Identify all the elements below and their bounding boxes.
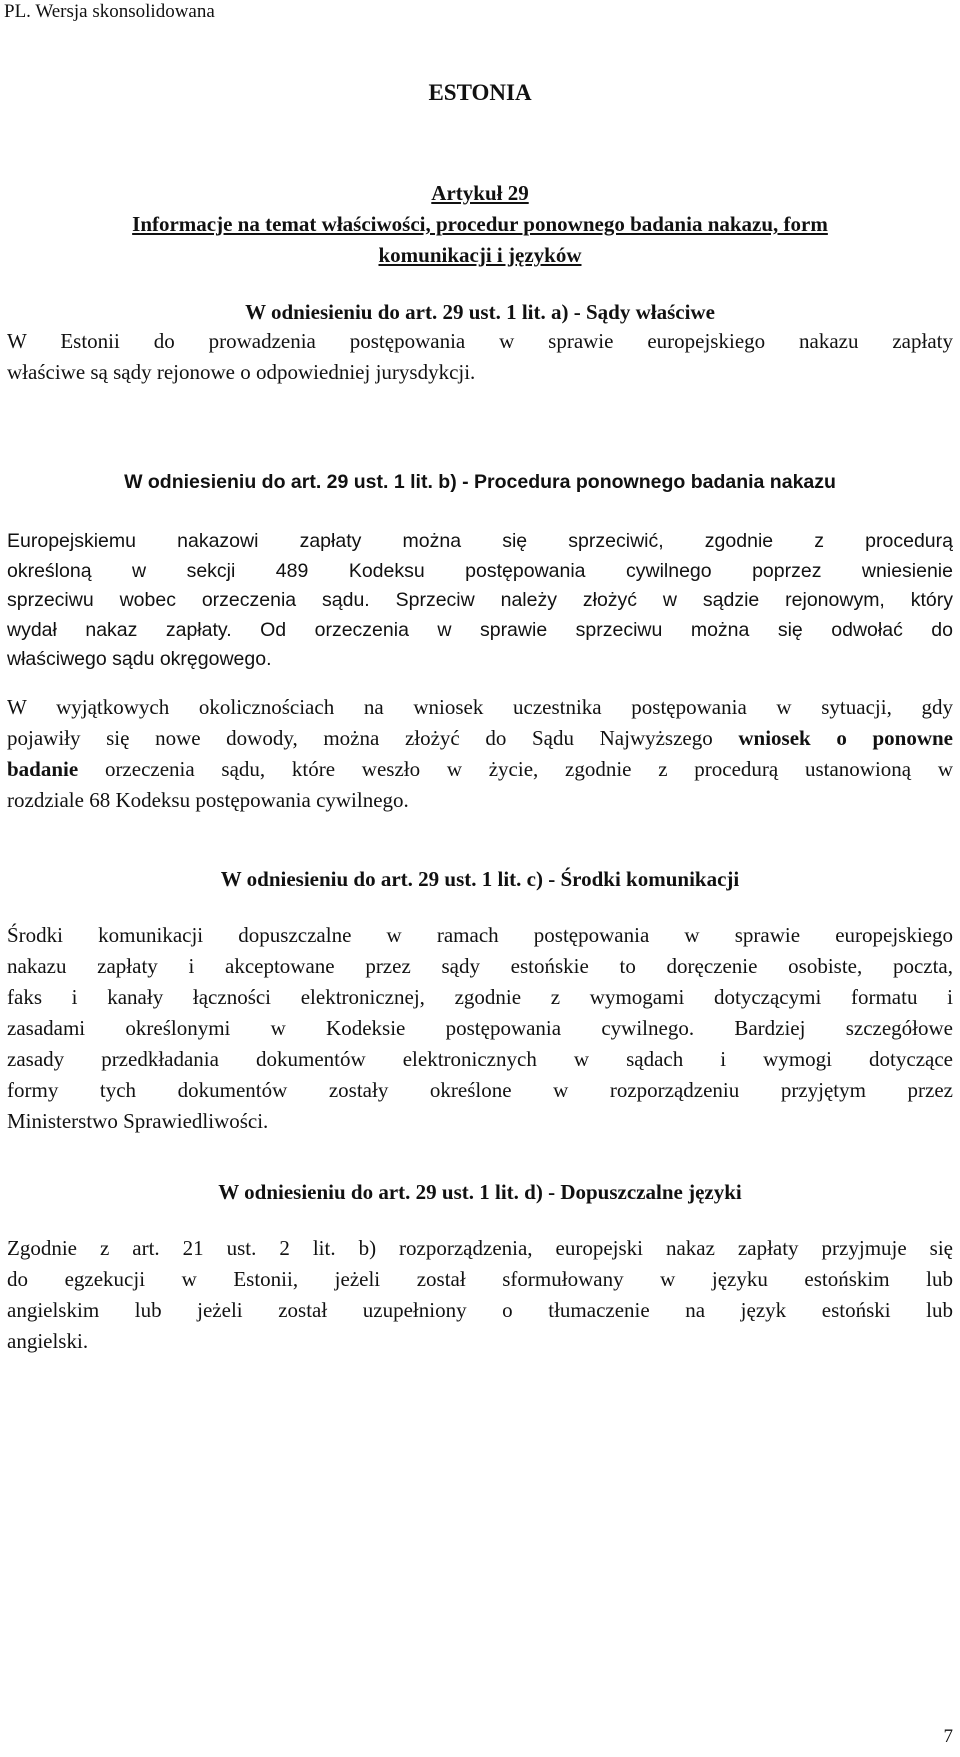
article-number: Artykuł 29 bbox=[431, 181, 529, 205]
paragraph-line: właściwego sądu okręgowego. bbox=[7, 648, 272, 670]
article-heading bbox=[0, 178, 960, 271]
paragraph-line: Ministerstwo Sprawiedliwości. bbox=[7, 1109, 269, 1133]
article-title-line: Informacje na temat właściwości, procedur ponownego badania nakazu, form bbox=[132, 212, 828, 236]
paragraph-line: zasadami określonymi w Kodeksie postępowania cywilnego. Bardziej szczegółowe bbox=[7, 1016, 953, 1040]
section-c-heading: W odniesieniu do art. 29 ust. 1 lit. c) - Środki komunikacji bbox=[220, 867, 740, 891]
section-b-paragraph-1 bbox=[7, 527, 953, 675]
paragraph-line: zasady przedkładania dokumentów elektronicznych w sądach i wymogi dotyczące bbox=[7, 1047, 953, 1071]
article-title-line: komunikacji i języków bbox=[378, 243, 582, 267]
section-d-heading: W odniesieniu do art. 29 ust. 1 lit. d) - Dopuszczalne języki bbox=[218, 1180, 742, 1204]
paragraph-line: właściwe są sądy rejonowe o odpowiedniej jurysdykcji. bbox=[7, 360, 476, 384]
paragraph-line: Zgodnie z art. 21 ust. 2 lit. b) rozporządzenia, europejski nakaz zapłaty przyjmuje się bbox=[7, 1236, 953, 1260]
country-title: ESTONIA bbox=[428, 80, 532, 105]
bold-phrase: badanie bbox=[7, 757, 79, 781]
paragraph-line: formy tych dokumentów zostały określone w rozporządzeniu przyjętym przez bbox=[7, 1078, 953, 1102]
running-head: PL. Wersja skonsolidowana bbox=[4, 1, 215, 22]
paragraph-line bbox=[7, 754, 953, 785]
paragraph-line: W wyjątkowych okolicznościach na wniosek uczestnika postępowania w sytuacji, gdy bbox=[7, 695, 953, 719]
paragraph-line: wydał nakaz zapłaty. Od orzeczenia w sprawie sprzeciwu można się odwołać do bbox=[7, 618, 953, 641]
paragraph-line: do egzekucji w Estonii, jeżeli został sformułowany w języku estońskim lub bbox=[7, 1267, 953, 1291]
section-b-paragraph-2 bbox=[7, 692, 953, 816]
paragraph-line: W Estonii do prowadzenia postępowania w sprawie europejskiego nakazu zapłaty bbox=[7, 329, 953, 353]
paragraph-line: faks i kanały łączności elektronicznej, zgodnie z wymogami dotyczącymi formatu i bbox=[7, 985, 953, 1009]
section-b-heading: W odniesieniu do art. 29 ust. 1 lit. b) - Procedura ponownego badania nakazu bbox=[124, 471, 836, 493]
paragraph-line: sprzeciwu wobec orzeczenia sądu. Sprzeciw należy złożyć w sądzie rejonowym, który bbox=[7, 589, 953, 611]
paragraph-line: rozdziale 68 Kodeksu postępowania cywilnego. bbox=[7, 788, 409, 812]
paragraph-line: Europejskiemu nakazowi zapłaty można się sprzeciwić, zgodnie z procedurą bbox=[7, 530, 953, 552]
paragraph-line: angielskim lub jeżeli został uzupełniony o tłumaczenie na język estoński lub bbox=[7, 1298, 953, 1322]
bold-phrase: wniosek o ponowne bbox=[738, 726, 953, 750]
section-a-paragraph bbox=[7, 326, 953, 388]
section-a-heading: W odniesieniu do art. 29 ust. 1 lit. a) - Sądy właściwe bbox=[245, 300, 715, 324]
paragraph-text: orzeczenia sądu, które weszło w życie, zgodnie z procedurą ustanowioną w bbox=[104, 757, 953, 781]
paragraph-line: angielski. bbox=[7, 1329, 89, 1353]
paragraph-line: określoną w sekcji 489 Kodeksu postępowania cywilnego poprzez wniesienie bbox=[7, 559, 953, 582]
section-d-paragraph bbox=[7, 1233, 953, 1357]
paragraph-text: pojawiły się nowe dowody, można złożyć do Sądu Najwyższego bbox=[7, 726, 713, 750]
paragraph-line: Środki komunikacji dopuszczalne w ramach postępowania w sprawie europejskiego bbox=[7, 923, 953, 947]
paragraph-line bbox=[7, 723, 953, 754]
page-number: 7 bbox=[943, 1726, 953, 1747]
paragraph-line: nakazu zapłaty i akceptowane przez sądy estońskie to doręczenie osobiste, poczta, bbox=[7, 954, 953, 978]
section-c-paragraph bbox=[7, 920, 953, 1137]
